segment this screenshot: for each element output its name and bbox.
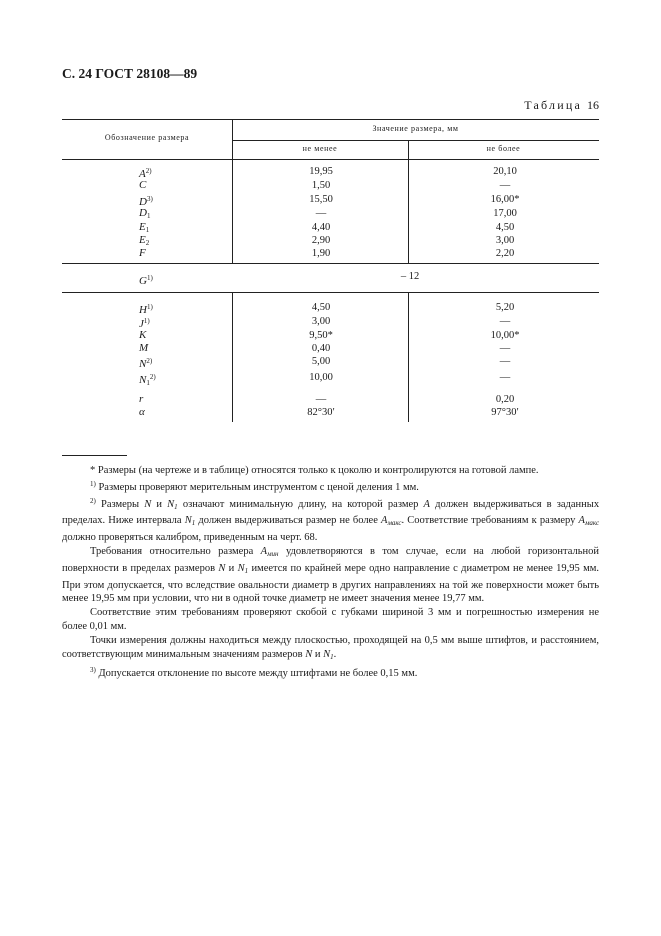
note-2-sym-n1b-base: N bbox=[184, 515, 192, 527]
col-divider-1 bbox=[232, 119, 233, 263]
row-g1-2-max: 16,00* bbox=[490, 194, 520, 205]
header-mid-rule bbox=[232, 140, 599, 141]
note-2 bbox=[62, 495, 599, 545]
para-3-text-d: имеется по крайней мере одно направление с диаметром не менее 19,95 мм. При этом допускается, что вследствие овальности диаметр в других направлениях на той же поверхности может быть менее 19,95 мм при условии, что ни в одной точке диаметр не имеет значения менее 19,77 мм. bbox=[62, 562, 600, 605]
note-3 bbox=[62, 664, 599, 681]
note-2-sym-n1-base: N bbox=[167, 498, 175, 510]
note-1-text: Размеры проверяют мерительным инструментом с ценой деления 1 мм. bbox=[98, 481, 419, 493]
row-g3-1-max: — bbox=[499, 316, 511, 327]
row-g1-1-symbol bbox=[139, 179, 146, 192]
row-g1-4-max: 4,50 bbox=[495, 222, 515, 233]
row-g3-3-symbol bbox=[139, 342, 148, 355]
row-g3-4-min: 5,00 bbox=[311, 356, 331, 367]
para-3-sym-n1-sub: 1 bbox=[244, 566, 249, 575]
note-2-sym-amax-base: A bbox=[381, 515, 388, 527]
row-g1-3-max: 17,00 bbox=[493, 208, 517, 219]
row-g3-2-max: 10,00* bbox=[490, 330, 520, 341]
row-g3-3-max: — bbox=[499, 343, 511, 354]
col-divider-2 bbox=[408, 140, 409, 263]
paragraph-3 bbox=[62, 545, 599, 606]
note-2-text-d: должен выдерживаться в заданных пределах. Ниже интервала bbox=[62, 498, 600, 527]
row-g1-5-min: 2,90 bbox=[311, 235, 331, 246]
row-g1-4-symbol-sub: 1 bbox=[145, 226, 150, 234]
row-g1-3-symbol-sub: 1 bbox=[146, 212, 151, 220]
col-divider-4 bbox=[408, 292, 409, 422]
note-2-sym-amax-sub: макс bbox=[387, 519, 402, 528]
note-2-text-b: и bbox=[156, 498, 163, 510]
para-3-sym-amin bbox=[261, 546, 279, 557]
row-g1-0-max: 20,10 bbox=[493, 166, 517, 177]
note-2-sym-amax2 bbox=[579, 515, 600, 526]
row-g1-4-symbol-base: E bbox=[139, 221, 146, 233]
para-5-sym-n1-sub: 1 bbox=[330, 652, 334, 661]
row-g3-0-min: 4,50 bbox=[311, 302, 331, 313]
table-caption-number: 16 bbox=[587, 98, 599, 112]
row-g3-1-min: 3,00 bbox=[311, 316, 331, 327]
row-g3-5-symbol-sup: 2) bbox=[149, 373, 156, 381]
paragraph-4: Соответствие этим требованиям проверяют скобой с губками шириной 3 мм и погрешностью измерения не более 0,01 мм. bbox=[62, 607, 599, 632]
table-caption-word: Таблица bbox=[524, 98, 582, 112]
row-g3-4-max: — bbox=[499, 356, 511, 367]
header-bottom-rule bbox=[62, 159, 599, 160]
note-2-sym-amax2-sub: макс bbox=[584, 519, 600, 528]
note-3-text: Допускается отклонение по высоте между штифтами не более 0,15 мм. bbox=[98, 668, 418, 680]
row-g1-1-symbol-base: C bbox=[139, 179, 147, 191]
row-g3-7-symbol-base: α bbox=[139, 406, 145, 418]
para-5-text-a: Точки измерения должны находиться между плоскостью, проходящей на 0,5 мм выше штифтов, и расстоянием, соответствующим минимальным значениям размеров bbox=[62, 634, 599, 660]
table-top-rule bbox=[62, 119, 599, 120]
para-5-sym-n: N bbox=[305, 648, 313, 660]
note-2-text-c: означают минимальную длину, на которой размер bbox=[182, 498, 419, 510]
header-value: Значение размера, мм bbox=[372, 124, 459, 133]
row-g1-0-symbol-sup: 2) bbox=[145, 167, 152, 175]
row-g3-5-min: 10,00 bbox=[309, 372, 333, 383]
row-g3-2-symbol bbox=[139, 329, 146, 342]
row-g3-5-symbol-base: N bbox=[139, 374, 147, 386]
footnote-rule bbox=[62, 455, 127, 456]
para-3-sym-amin-base: A bbox=[260, 545, 268, 557]
note-2-sym-n1b bbox=[185, 515, 196, 526]
table-caption bbox=[524, 98, 599, 113]
note-2-text-e: должен выдерживаться размер не более bbox=[198, 515, 378, 527]
para-3-text-b: удовлетворяются в том случае, если на любой горизонтальной поверхности в пределах размеров bbox=[62, 545, 600, 574]
note-star: * Размеры (на чертеже и в таблице) относятся только к цоколю и контролируются на готовой лампе. bbox=[90, 465, 539, 476]
note-3-mark: 3) bbox=[90, 666, 96, 675]
group-rule-2 bbox=[62, 292, 599, 293]
group-rule-1 bbox=[62, 263, 599, 264]
row-g3-6-min: — bbox=[315, 394, 327, 405]
para-3-sym-n: N bbox=[218, 562, 226, 574]
notes bbox=[62, 464, 599, 681]
row-g3-7-min: 82°30′ bbox=[307, 407, 335, 418]
row-g1-6-min: 1,90 bbox=[311, 248, 331, 259]
row-g3-5-symbol-sub: 1 bbox=[146, 379, 150, 387]
row-g3-6-max: 0,20 bbox=[495, 394, 515, 405]
header-max: не более bbox=[486, 144, 521, 153]
row-g3-0-max: 5,20 bbox=[495, 302, 515, 313]
row-g3-5-max: — bbox=[499, 372, 511, 383]
paragraph-5 bbox=[62, 634, 599, 665]
row-g3-0-symbol-base: H bbox=[139, 304, 147, 316]
para-5-sym-n1-base: N bbox=[323, 648, 331, 660]
note-2-sym-n: N bbox=[144, 498, 152, 510]
para-3-sym-amin-sub: мин bbox=[267, 549, 279, 558]
para-5-sym-n1 bbox=[323, 649, 334, 660]
row-g1-3-min: — bbox=[315, 208, 327, 219]
row-g3-6-symbol bbox=[139, 393, 143, 406]
row-g3-1-symbol-sup: 1) bbox=[143, 317, 150, 325]
note-2-text-a: Размеры bbox=[100, 498, 140, 510]
header-designation: Обозначение размера bbox=[104, 133, 190, 142]
row-g3-0-symbol-sup: 1) bbox=[146, 303, 153, 311]
row-g3-3-min: 0,40 bbox=[311, 343, 331, 354]
note-1-mark: 1) bbox=[90, 479, 96, 488]
note-2-sym-n1 bbox=[167, 499, 178, 510]
row-g3-2-min: 9,50* bbox=[309, 330, 333, 341]
row-g2-value: – 12 bbox=[400, 271, 420, 282]
note-1 bbox=[62, 478, 599, 495]
row-g1-3-symbol-base: D bbox=[139, 207, 147, 219]
row-g3-5-symbol bbox=[139, 371, 156, 390]
row-g1-1-max: — bbox=[499, 180, 511, 191]
para-3-sym-n1-base: N bbox=[237, 562, 245, 574]
row-g3-3-symbol-base: M bbox=[139, 342, 149, 354]
note-2-sym-n1b-sub: 1 bbox=[191, 519, 196, 528]
col-divider-3 bbox=[232, 292, 233, 422]
para-3-text-a: Требования относительно размера bbox=[90, 545, 254, 557]
row-g1-5-symbol-sub: 2 bbox=[145, 239, 150, 247]
row-g3-7-symbol bbox=[139, 406, 145, 419]
para-3-text-c: и bbox=[228, 562, 235, 574]
row-g1-5-symbol-base: E bbox=[139, 234, 146, 246]
row-g1-6-max: 2,20 bbox=[495, 248, 515, 259]
row-g1-2-symbol-base: D bbox=[139, 196, 147, 208]
note-2-text-f: . Соответствие требованиям к размеру bbox=[401, 515, 576, 527]
row-g2-symbol bbox=[139, 272, 153, 288]
para-3-sym-n1 bbox=[238, 563, 249, 574]
row-g1-4-min: 4,40 bbox=[311, 222, 331, 233]
note-2-text-g: должно проверяться калибром, приведенным на черт. 68. bbox=[62, 532, 318, 544]
note-2-sym-amax2-base: A bbox=[578, 515, 585, 527]
row-g1-1-min: 1,50 bbox=[311, 180, 331, 191]
row-g1-6-symbol bbox=[139, 247, 146, 260]
header-min: не менее bbox=[302, 144, 338, 153]
row-g2-symbol-sup: 1) bbox=[146, 274, 153, 282]
note-2-sym-a: A bbox=[423, 498, 430, 510]
row-g1-6-symbol-base: F bbox=[139, 247, 146, 259]
note-2-sym-amax bbox=[381, 515, 402, 526]
row-g3-2-symbol-base: K bbox=[139, 329, 147, 341]
para-5-text-c: . bbox=[333, 648, 337, 660]
row-g3-4-symbol-sup: 2) bbox=[146, 357, 153, 365]
row-g1-0-min: 19,95 bbox=[309, 166, 333, 177]
row-g3-4-symbol-base: N bbox=[139, 358, 147, 370]
row-g1-2-symbol-sup: 3) bbox=[146, 195, 153, 203]
row-g3-7-max: 97°30′ bbox=[491, 407, 519, 418]
para-5-text-b: и bbox=[314, 648, 321, 660]
page-header: С. 24 ГОСТ 28108—89 bbox=[62, 66, 198, 81]
row-g1-2-min: 15,50 bbox=[309, 194, 333, 205]
row-g3-4-symbol bbox=[139, 355, 152, 371]
row-g1-0-symbol-base: A bbox=[139, 168, 146, 180]
row-g2-symbol-base: G bbox=[139, 275, 147, 287]
note-2-mark: 2) bbox=[90, 496, 96, 505]
row-g3-6-symbol-base: r bbox=[139, 393, 144, 405]
row-g1-5-max: 3,00 bbox=[495, 235, 515, 246]
row-g3-1-symbol-base: J bbox=[139, 318, 144, 330]
note-2-sym-n1-sub: 1 bbox=[174, 502, 178, 511]
